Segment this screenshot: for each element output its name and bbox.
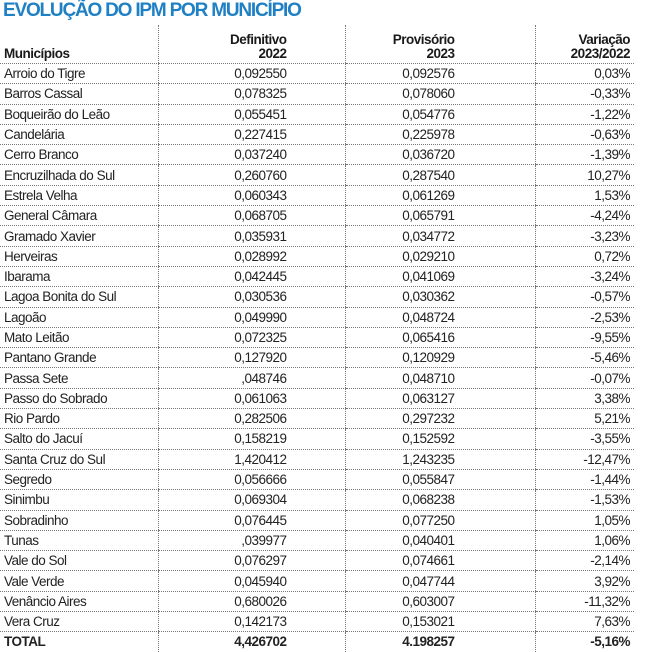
variacao-cell: -11,32% xyxy=(535,591,634,611)
provisorio-2023-cell: 1,243235 xyxy=(345,449,535,469)
provisorio-2023-cell: 0,297232 xyxy=(345,409,535,429)
header-row xyxy=(0,25,634,64)
definitivo-2022-cell: 0,068705 xyxy=(158,206,345,226)
table-row xyxy=(0,348,634,368)
provisorio-2023-cell: 0,061269 xyxy=(345,185,535,205)
provisorio-2023-cell: 0,065416 xyxy=(345,327,535,347)
definitivo-2022-cell: 0,045940 xyxy=(158,571,345,591)
variacao-cell: -3,55% xyxy=(535,429,634,449)
municipio-cell: Cerro Branco xyxy=(0,145,158,165)
municipio-cell: Segredo xyxy=(0,469,158,489)
provisorio-2023-cell: 0,029210 xyxy=(345,246,535,266)
table-row xyxy=(0,368,634,388)
table-row xyxy=(0,246,634,266)
municipio-cell: Gramado Xavier xyxy=(0,226,158,246)
municipio-cell: Santa Cruz do Sul xyxy=(0,449,158,469)
variacao-cell: -2,53% xyxy=(535,307,634,327)
variacao-cell: 1,05% xyxy=(535,510,634,530)
table-row xyxy=(0,307,634,327)
provisorio-2023-cell: 0,120929 xyxy=(345,348,535,368)
table-row xyxy=(0,571,634,591)
total-variacao-cell: -5,16% xyxy=(535,632,634,652)
municipio-cell: Rio Pardo xyxy=(0,409,158,429)
definitivo-2022-cell: 0,061063 xyxy=(158,388,345,408)
table-row xyxy=(0,64,634,84)
table-row xyxy=(0,510,634,530)
variacao-cell: -2,14% xyxy=(535,551,634,571)
provisorio-2023-cell: 0,048710 xyxy=(345,368,535,388)
definitivo-2022-cell: 0,227415 xyxy=(158,124,345,144)
variacao-cell: 10,27% xyxy=(535,165,634,185)
table-row xyxy=(0,84,634,104)
variacao-cell: 1,53% xyxy=(535,185,634,205)
total-row xyxy=(0,632,634,652)
variacao-cell: -5,46% xyxy=(535,348,634,368)
provisorio-2023-cell: 0,287540 xyxy=(345,165,535,185)
definitivo-2022-cell: 0,282506 xyxy=(158,409,345,429)
provisorio-2023-cell: 0,040401 xyxy=(345,530,535,550)
variacao-cell: -0,33% xyxy=(535,84,634,104)
table-row xyxy=(0,429,634,449)
definitivo-2022-cell: 0,028992 xyxy=(158,246,345,266)
municipio-cell: Boqueirão do Leão xyxy=(0,104,158,124)
provisorio-2023-cell: 0,152592 xyxy=(345,429,535,449)
table-row xyxy=(0,226,634,246)
definitivo-2022-cell: 0,076297 xyxy=(158,551,345,571)
variacao-cell: 3,92% xyxy=(535,571,634,591)
municipio-cell: Lagoão xyxy=(0,307,158,327)
variacao-cell: 3,38% xyxy=(535,388,634,408)
variacao-cell: -12,47% xyxy=(535,449,634,469)
provisorio-2023-cell: 0,030362 xyxy=(345,287,535,307)
definitivo-2022-cell: 0,680026 xyxy=(158,591,345,611)
municipio-cell: Mato Leitão xyxy=(0,327,158,347)
municipio-cell: Vera Cruz xyxy=(0,612,158,632)
variacao-cell: 0,03% xyxy=(535,64,634,84)
total-definitivo-2022-cell: 4,426702 xyxy=(158,632,345,652)
municipio-cell: Lagoa Bonita do Sul xyxy=(0,287,158,307)
variacao-cell: -0,57% xyxy=(535,287,634,307)
header-definitivo-2022: Definitivo 2022 xyxy=(158,25,345,64)
table-row xyxy=(0,469,634,489)
header-variacao: Variação 2023/2022 xyxy=(535,25,634,64)
definitivo-2022-cell: 0,056666 xyxy=(158,469,345,489)
table-row xyxy=(0,388,634,408)
table-row xyxy=(0,124,634,144)
municipio-cell: Herveiras xyxy=(0,246,158,266)
variacao-cell: 0,72% xyxy=(535,246,634,266)
header-municipios: Municípios xyxy=(0,25,158,64)
definitivo-2022-cell: 0,142173 xyxy=(158,612,345,632)
definitivo-2022-cell: 0,069304 xyxy=(158,490,345,510)
definitivo-2022-cell: 0,260760 xyxy=(158,165,345,185)
table-row xyxy=(0,490,634,510)
table-row xyxy=(0,266,634,286)
table-row xyxy=(0,612,634,632)
definitivo-2022-cell: ,048746 xyxy=(158,368,345,388)
provisorio-2023-cell: 0,041069 xyxy=(345,266,535,286)
provisorio-2023-cell: 0,077250 xyxy=(345,510,535,530)
municipio-cell: Vale Verde xyxy=(0,571,158,591)
municipio-cell: Pantano Grande xyxy=(0,348,158,368)
table-row xyxy=(0,449,634,469)
municipio-cell: Passa Sete xyxy=(0,368,158,388)
definitivo-2022-cell: 0,127920 xyxy=(158,348,345,368)
definitivo-2022-cell: 0,042445 xyxy=(158,266,345,286)
variacao-cell: -1,44% xyxy=(535,469,634,489)
municipio-cell: Estrela Velha xyxy=(0,185,158,205)
municipio-cell: Salto do Jacuí xyxy=(0,429,158,449)
municipio-cell: Sinimbu xyxy=(0,490,158,510)
provisorio-2023-cell: 0,063127 xyxy=(345,388,535,408)
table-row xyxy=(0,206,634,226)
definitivo-2022-cell: 1,420412 xyxy=(158,449,345,469)
provisorio-2023-cell: 0,048724 xyxy=(345,307,535,327)
table-row xyxy=(0,327,634,347)
table-row xyxy=(0,409,634,429)
header-provisorio-2023: Provisório 2023 xyxy=(345,25,535,64)
municipio-cell: Sobradinho xyxy=(0,510,158,530)
variacao-cell: 5,21% xyxy=(535,409,634,429)
definitivo-2022-cell: 0,037240 xyxy=(158,145,345,165)
definitivo-2022-cell: 0,055451 xyxy=(158,104,345,124)
table-row xyxy=(0,530,634,550)
table-row xyxy=(0,287,634,307)
municipio-cell: Vale do Sol xyxy=(0,551,158,571)
variacao-cell: -9,55% xyxy=(535,327,634,347)
provisorio-2023-cell: 0,034772 xyxy=(345,226,535,246)
provisorio-2023-cell: 0,092576 xyxy=(345,64,535,84)
total-municipio-cell: TOTAL xyxy=(4,634,46,650)
definitivo-2022-cell: 0,060343 xyxy=(158,185,345,205)
definitivo-2022-cell: 0,078325 xyxy=(158,84,345,104)
variacao-cell: -3,23% xyxy=(535,226,634,246)
variacao-cell: 7,63% xyxy=(535,612,634,632)
provisorio-2023-cell: 0,153021 xyxy=(345,612,535,632)
provisorio-2023-cell: 0,036720 xyxy=(345,145,535,165)
municipio-cell: General Câmara xyxy=(0,206,158,226)
definitivo-2022-cell: ,039977 xyxy=(158,530,345,550)
ipm-table xyxy=(0,25,634,652)
municipio-cell: Candelária xyxy=(0,124,158,144)
definitivo-2022-cell: 0,076445 xyxy=(158,510,345,530)
definitivo-2022-cell: 0,072325 xyxy=(158,327,345,347)
provisorio-2023-cell: 0,225978 xyxy=(345,124,535,144)
definitivo-2022-cell: 0,158219 xyxy=(158,429,345,449)
provisorio-2023-cell: 0,078060 xyxy=(345,84,535,104)
municipio-cell: Passo do Sobrado xyxy=(0,388,158,408)
provisorio-2023-cell: 0,603007 xyxy=(345,591,535,611)
provisorio-2023-cell: 0,047744 xyxy=(345,571,535,591)
table-row xyxy=(0,551,634,571)
provisorio-2023-cell: 0,054776 xyxy=(345,104,535,124)
provisorio-2023-cell: 0,055847 xyxy=(345,469,535,489)
variacao-cell: -3,24% xyxy=(535,266,634,286)
provisorio-2023-cell: 0,065791 xyxy=(345,206,535,226)
definitivo-2022-cell: 0,049990 xyxy=(158,307,345,327)
variacao-cell: -0,63% xyxy=(535,124,634,144)
provisorio-2023-cell: 0,074661 xyxy=(345,551,535,571)
municipio-cell: Barros Cassal xyxy=(0,84,158,104)
variacao-cell: -1,53% xyxy=(535,490,634,510)
variacao-cell: -1,39% xyxy=(535,145,634,165)
variacao-cell: -0,07% xyxy=(535,368,634,388)
municipio-cell: Encruzilhada do Sul xyxy=(0,165,158,185)
table-row xyxy=(0,591,634,611)
total-provisorio-2023-cell: 4.198257 xyxy=(345,632,535,652)
municipio-cell: Venâncio Aires xyxy=(0,591,158,611)
table-row xyxy=(0,104,634,124)
variacao-cell: -1,22% xyxy=(535,104,634,124)
definitivo-2022-cell: 0,035931 xyxy=(158,226,345,246)
definitivo-2022-cell: 0,030536 xyxy=(158,287,345,307)
table-title: EVOLUÇÃO DO IPM POR MUNICÍPIO xyxy=(3,0,301,21)
municipio-cell: Tunas xyxy=(0,530,158,550)
table-row xyxy=(0,185,634,205)
table-row xyxy=(0,145,634,165)
definitivo-2022-cell: 0,092550 xyxy=(158,64,345,84)
provisorio-2023-cell: 0,068238 xyxy=(345,490,535,510)
table-row xyxy=(0,165,634,185)
variacao-cell: 1,06% xyxy=(535,530,634,550)
municipio-cell: Arroio do Tigre xyxy=(0,64,158,84)
municipio-cell: Ibarama xyxy=(0,266,158,286)
variacao-cell: -4,24% xyxy=(535,206,634,226)
